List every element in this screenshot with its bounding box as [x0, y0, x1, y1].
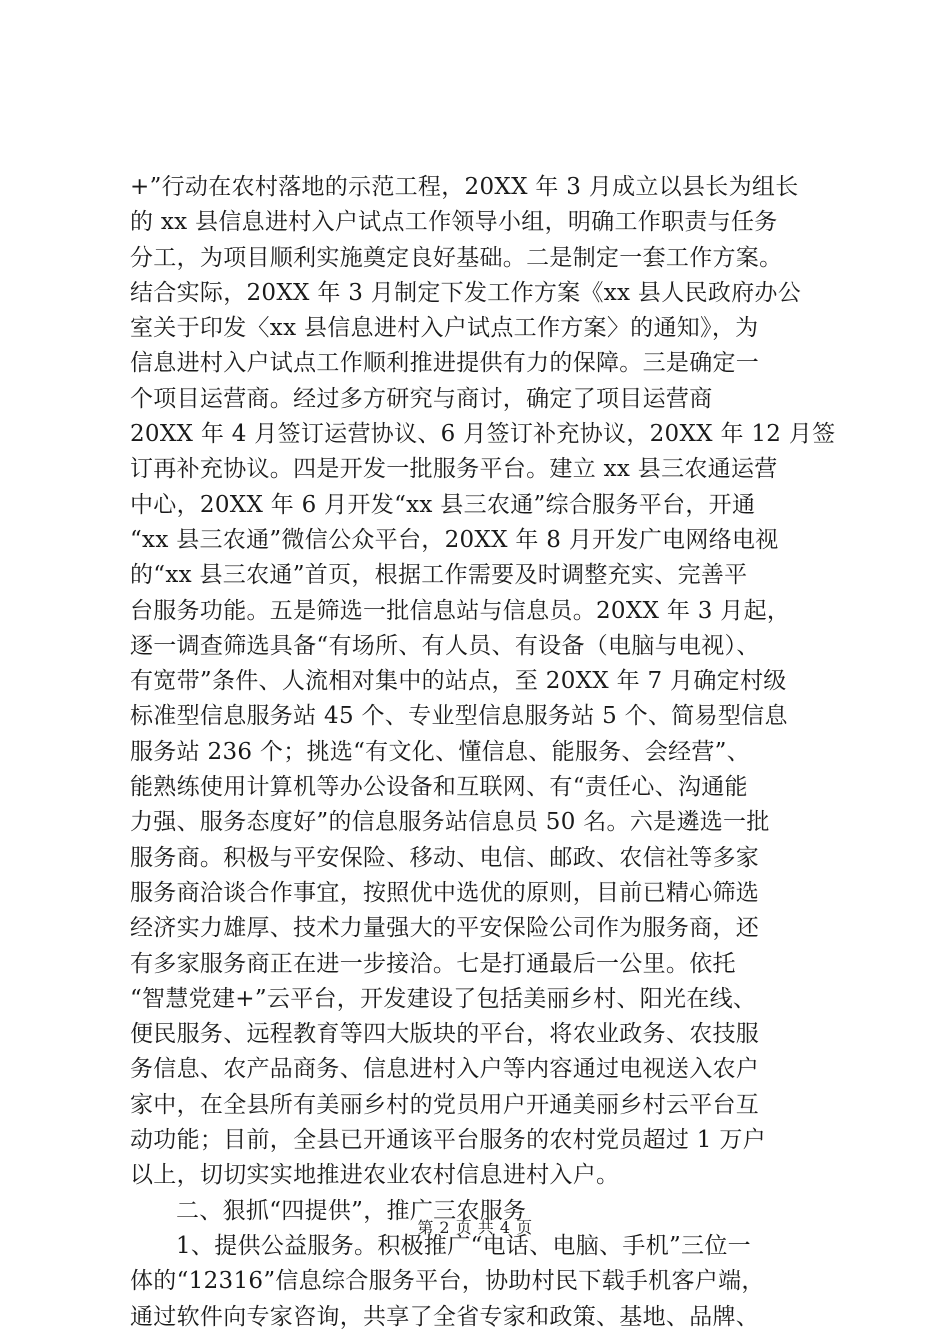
text-line: 经济实力雄厚、技术力量强大的平安保险公司作为服务商，还: [130, 915, 760, 942]
text-line: 以上，切切实实地推进农业农村信息进村入户。: [130, 1162, 620, 1189]
text-line: 便民服务、远程教育等四大版块的平台，将农业政务、农技服: [130, 1021, 760, 1048]
text-line: 有多家服务商正在进一步接洽。七是打通最后一公里。依托: [130, 950, 736, 977]
text-line: 体的“12316”信息综合服务平台，协助村民下载手机客户端，: [130, 1268, 765, 1295]
text-line: 动功能；目前，全县已开通该平台服务的农村党员超过 1 万户: [130, 1127, 766, 1154]
text-line: +”行动在农村落地的示范工程，20XX 年 3 月成立以县长为组长: [130, 174, 799, 200]
text-line: 有宽带”条件、人流相对集中的站点，至 20XX 年 7 月确定村级: [130, 668, 787, 695]
text-line: 家中，在全县所有美丽乡村的党员用户开通美丽乡村云平台互: [130, 1091, 760, 1118]
text-line: 服务商。积极与平安保险、移动、电信、邮政、农信社等多家: [130, 844, 760, 871]
document-body: [130, 170, 836, 1335]
text-line: “智慧党建+”云平台，开发建设了包括美丽乡村、阳光在线、: [130, 985, 757, 1012]
text-line: 服务商洽谈合作事宜，按照优中选优的原则，目前已精心筛选: [130, 879, 760, 906]
text-line: 力强、服务态度好”的信息服务站信息员 50 名。六是遴选一批: [130, 809, 770, 836]
text-line: 个项目运营商。经过多方研究与商讨，确定了项目运营商: [130, 385, 713, 412]
text-line: 室关于印发〈xx 县信息进村入户试点工作方案〉的通知》，为: [130, 315, 759, 342]
page-footer: 第 2 页 共 4 页: [417, 1218, 533, 1237]
text-line: 能熟练使用计算机等办公设备和互联网、有“责任心、沟通能: [130, 774, 748, 801]
text-line: 20XX 年 4 月签订运营协议、6 月签订补充协议，20XX 年 12 月签: [130, 421, 836, 448]
text-line: 通过软件向专家咨询，共享了全省专家和政策、基地、品牌、: [130, 1303, 760, 1330]
section-heading: 二、狠抓“四提供”，推广三农服务: [176, 1197, 527, 1224]
text-line: 1、提供公益服务。积极推广“电话、电脑、手机”三位一: [176, 1232, 751, 1259]
text-line: 台服务功能。五是筛选一批信息站与信息员。20XX 年 3 月起，: [130, 597, 791, 624]
text-line: 逐一调查筛选具备“有场所、有人员、有设备（电脑与电视）、: [130, 632, 760, 659]
text-line: 订再补充协议。四是开发一批服务平台。建立 xx 县三农通运营: [130, 456, 778, 483]
text-line: 的“xx 县三农通”首页，根据工作需要及时调整充实、完善平: [130, 562, 748, 589]
text-line: “xx 县三农通”微信公众平台，20XX 年 8 月开发广电网络电视: [130, 526, 779, 553]
text-line: 的 xx 县信息进村入户试点工作领导小组，明确工作职责与任务: [130, 209, 778, 236]
text-line: 分工，为项目顺利实施奠定良好基础。二是制定一套工作方案。: [130, 244, 783, 271]
text-line: 中心，20XX 年 6 月开发“xx 县三农通”综合服务平台，开通: [130, 491, 756, 518]
text-line: 信息进村入户试点工作顺利推进提供有力的保障。三是确定一: [130, 350, 760, 377]
text-line: 标准型信息服务站 45 个、专业型信息服务站 5 个、简易型信息: [130, 703, 788, 730]
text-line: 结合实际，20XX 年 3 月制定下发工作方案《xx 县人民政府办公: [130, 279, 802, 306]
text-line: 务信息、农产品商务、信息进村入户等内容通过电视送入农户: [130, 1056, 760, 1083]
text-line: 服务站 236 个；挑选“有文化、懂信息、能服务、会经营”、: [130, 738, 751, 765]
